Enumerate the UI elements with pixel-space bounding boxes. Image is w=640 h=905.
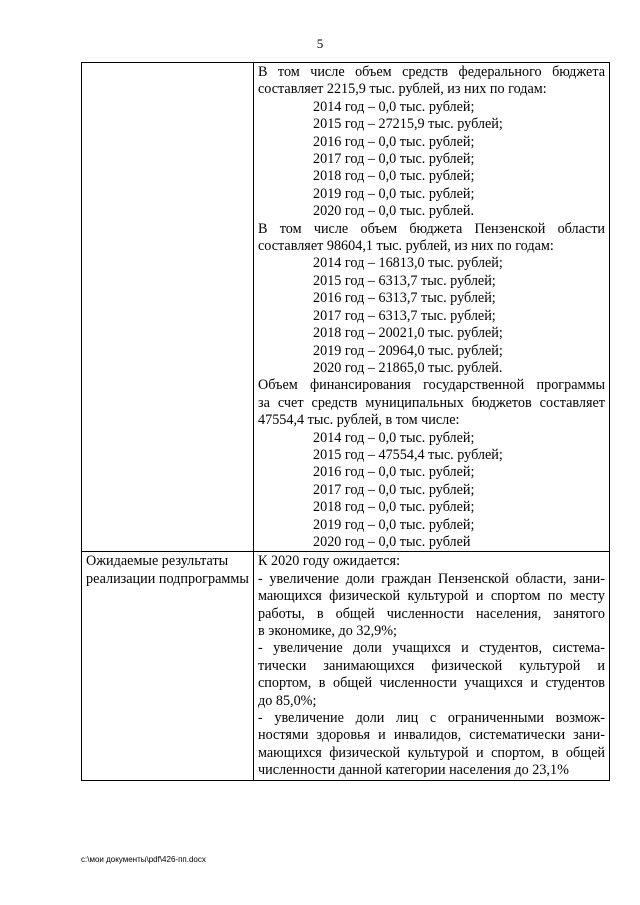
year-amount-line: 2014 год – 0,0 тыс. рублей;	[313, 98, 475, 115]
paragraph-line: до 85,0%;	[258, 692, 317, 709]
year-amount-line: 2020 год – 0,0 тыс. рублей.	[313, 203, 475, 220]
paragraph-line: численности данной категории населения до 23,1%	[258, 762, 569, 779]
year-amount-line: 2017 год – 0,0 тыс. рублей;	[313, 481, 475, 498]
page-number: 5	[316, 36, 324, 51]
table-row	[82, 63, 610, 552]
year-amount-line: 2020 год – 21865,0 тыс. рублей.	[313, 359, 503, 376]
year-amount-line: 2016 год – 0,0 тыс. рублей;	[313, 133, 475, 150]
footer-file-path: c:\мои документы\pdf\426-пп.docx	[81, 855, 206, 864]
paragraph-line: за счет средств муниципальных бюджетов составляет	[258, 394, 605, 411]
year-amount-line: 2019 год – 0,0 тыс. рублей;	[313, 516, 475, 533]
paragraph-line: Объем финансирования государственной программы	[258, 377, 605, 394]
year-amount-line: 2018 год – 20021,0 тыс. рублей;	[313, 325, 503, 342]
paragraph-line: тически занимающихся физической культурой и	[258, 657, 605, 674]
paragraph-line: спортом, в общей численности учащихся и студентов	[258, 675, 605, 692]
row-content-cell	[254, 552, 610, 780]
paragraph-line: составляет 2215,9 тыс. рублей, из них по годам:	[258, 81, 547, 98]
year-amount-line: 2014 год – 16813,0 тыс. рублей;	[313, 255, 503, 272]
paragraph-line: - увеличение доли граждан Пензенской области, зани-	[258, 570, 605, 587]
row-label-cell	[82, 552, 254, 780]
paragraph-line: в экономике, до 32,9%;	[258, 623, 397, 639]
paragraph-line: работы, в общей численности населения, занятого	[258, 605, 605, 622]
year-amount-line: 2017 год – 6313,7 тыс. рублей;	[313, 307, 496, 324]
paragraph-line: - увеличение доли лиц с ограниченными возмож-	[258, 710, 605, 727]
row-content-cell	[254, 63, 610, 552]
year-amount-line: 2016 год – 0,0 тыс. рублей;	[313, 464, 475, 481]
year-amount-line: 2015 год – 27215,9 тыс. рублей;	[313, 116, 503, 133]
paragraph-line: В том числе объем средств федерального бюджета	[258, 64, 605, 80]
paragraph-line: В том числе объем бюджета Пензенской области	[258, 220, 605, 237]
paragraph-line: ностями здоровья и инвалидов, систематически зани-	[258, 727, 605, 744]
year-amount-line: 2018 год – 0,0 тыс. рублей;	[313, 168, 475, 185]
paragraph-line: К 2020 году ожидается:	[258, 553, 401, 570]
paragraph-line: 47554,4 тыс. рублей, в том числе:	[258, 412, 460, 429]
year-amount-line: 2018 год – 0,0 тыс. рублей;	[313, 499, 475, 516]
year-amount-line: 2015 год – 6313,7 тыс. рублей;	[313, 272, 496, 289]
row-label: Ожидаемые результаты реализации подпрограммы	[86, 553, 249, 587]
table-row	[82, 552, 610, 780]
year-amount-line: 2014 год – 0,0 тыс. рублей;	[313, 429, 475, 446]
year-amount-line: 2016 год – 6313,7 тыс. рублей;	[313, 290, 496, 307]
year-amount-line: 2019 год – 0,0 тыс. рублей;	[313, 185, 475, 202]
year-amount-line: 2017 год – 0,0 тыс. рублей;	[313, 151, 475, 168]
year-amount-line: 2015 год – 47554,4 тыс. рублей;	[313, 446, 503, 463]
program-table	[81, 62, 610, 781]
paragraph-line: мающихся физической культурой и спортом по месту	[258, 588, 605, 605]
paragraph-line: мающихся физической культурой и спортом, в общей	[258, 744, 605, 761]
paragraph-line: - увеличение доли учащихся и студентов, система-	[258, 640, 605, 657]
paragraph-line: составляет 98604,1 тыс. рублей, из них по годам:	[258, 238, 554, 255]
year-amount-line: 2020 год – 0,0 тыс. рублей	[313, 533, 471, 550]
year-amount-line: 2019 год – 20964,0 тыс. рублей;	[313, 342, 503, 359]
row-label-cell	[82, 63, 254, 552]
